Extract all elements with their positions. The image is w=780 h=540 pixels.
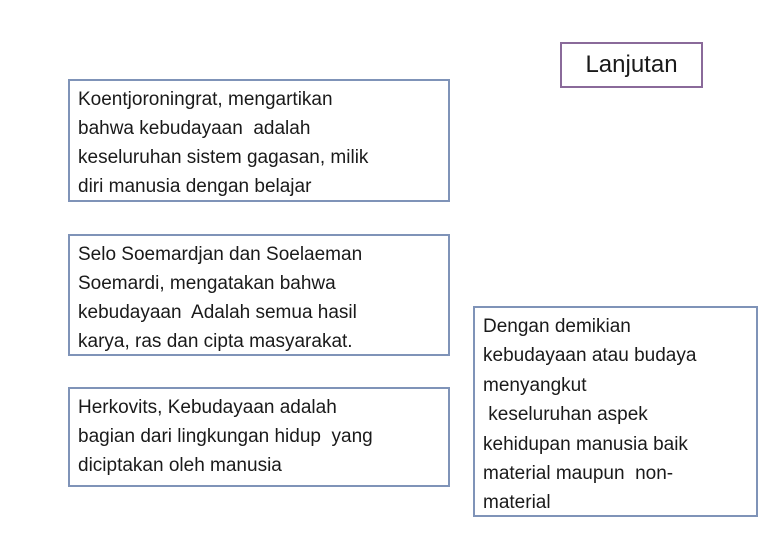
text-line: bahwa kebudayaan adalah	[78, 118, 311, 139]
slide-title: Lanjutan	[560, 42, 703, 88]
text-line: Selo Soemardjan dan Soelaeman	[78, 244, 363, 265]
text-line: material	[483, 492, 551, 514]
text-line: bagian dari lingkungan hidup yang	[78, 426, 373, 447]
definition-text	[78, 85, 440, 201]
text-line: keseluruhan aspek	[483, 404, 648, 426]
text-line: kebudayaan Adalah semua hasil	[78, 302, 357, 323]
text-line: menyangkut	[483, 374, 587, 396]
text-line: Herkovits, Kebudayaan adalah	[78, 397, 337, 418]
definition-text	[78, 393, 440, 480]
text-line: kehidupan manusia baik	[483, 433, 688, 455]
text-line: kebudayaan atau budaya	[483, 345, 697, 367]
conclusion-box	[473, 306, 758, 517]
definition-text	[78, 240, 440, 356]
definition-box-selo-soemardjan	[68, 234, 450, 356]
text-line: diri manusia dengan belajar	[78, 176, 312, 197]
text-line: karya, ras dan cipta masyarakat.	[78, 331, 353, 352]
text-line: diciptakan oleh manusia	[78, 455, 282, 476]
text-line: Soemardi, mengatakan bahwa	[78, 273, 336, 294]
text-line: keseluruhan sistem gagasan, milik	[78, 147, 369, 168]
definition-box-koentjoroningrat	[68, 79, 450, 202]
text-line: material maupun non-	[483, 463, 674, 485]
conclusion-text	[483, 312, 748, 518]
text-line: Dengan demikian	[483, 316, 631, 337]
text-line: Koentjoroningrat, mengartikan	[78, 89, 333, 110]
definition-box-herkovits	[68, 387, 450, 487]
